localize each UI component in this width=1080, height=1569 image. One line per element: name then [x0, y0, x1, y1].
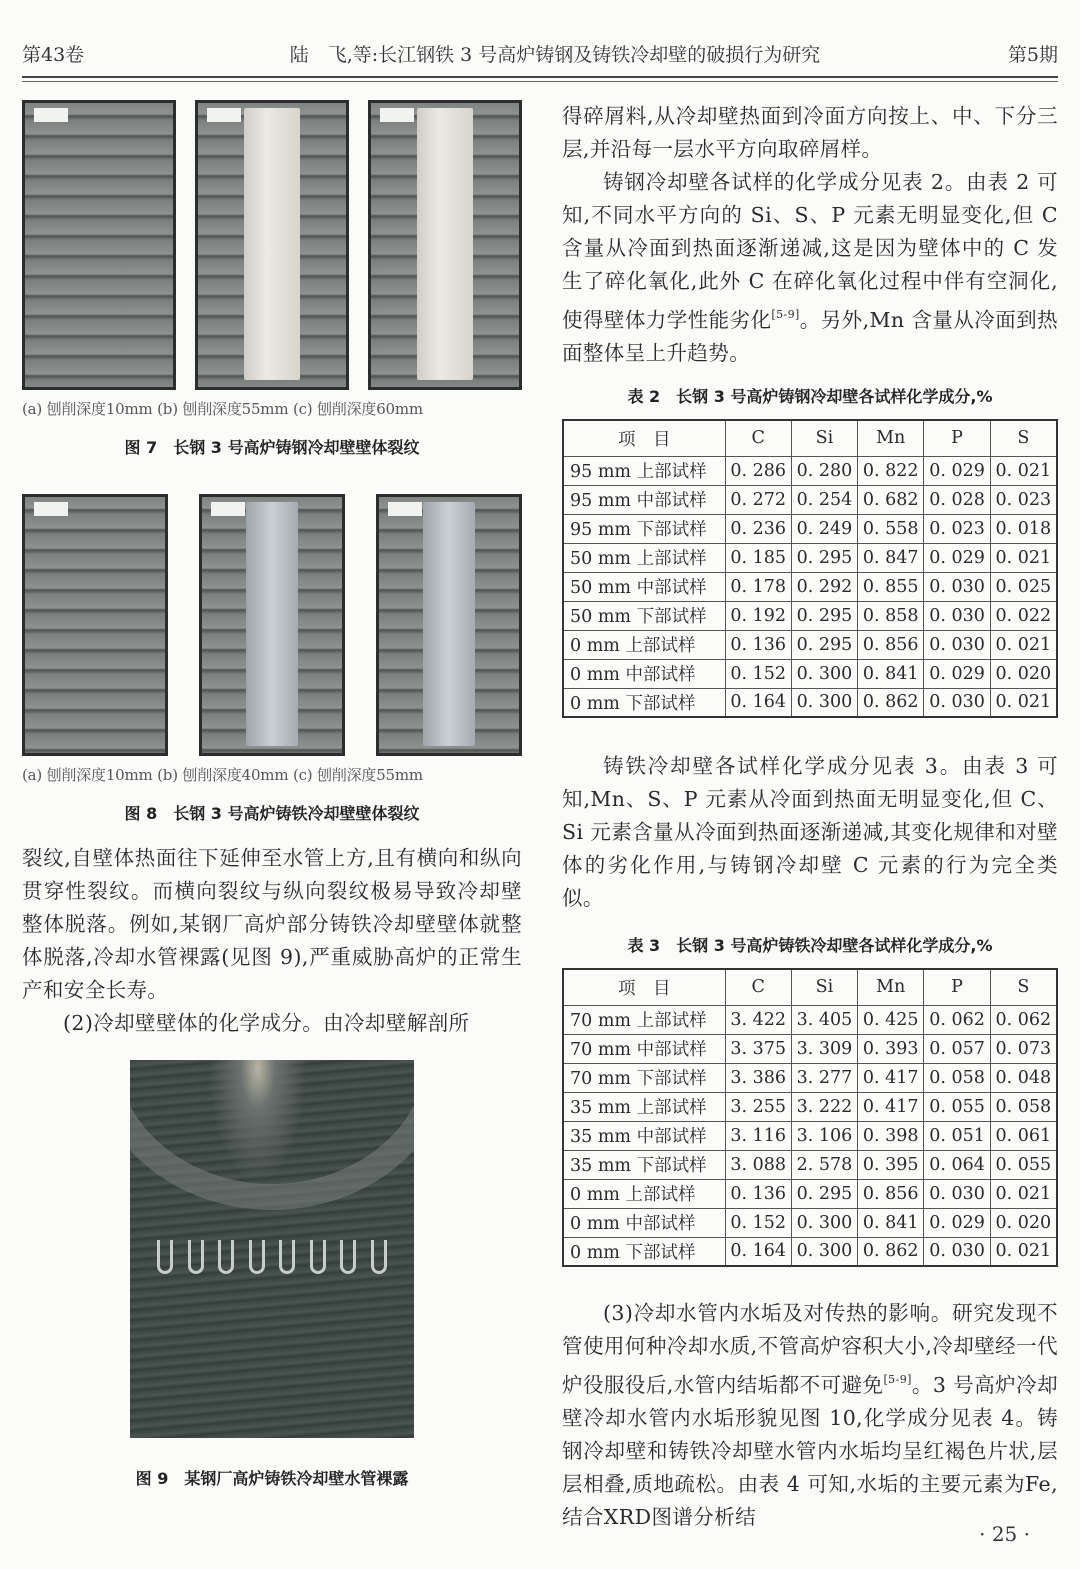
- running-head: [22, 40, 1058, 70]
- figure-7a-photo: [22, 100, 176, 390]
- table-2-caption: 表 2 长钢 3 号高炉铸钢冷却壁各试样化学成分,%: [627, 387, 993, 406]
- table-cell: 0. 030: [924, 601, 990, 630]
- table-cell: 0. 028: [924, 485, 990, 514]
- table-3-caption: 表 3 长钢 3 号高炉铸铁冷却壁各试样化学成分,%: [627, 936, 993, 955]
- table-cell: 0. 073: [990, 1034, 1057, 1063]
- table-cell: 0. 398: [858, 1121, 924, 1150]
- table-cell: 0. 164: [725, 1237, 791, 1266]
- planed-channel: [246, 502, 299, 746]
- table-cell: 0. 295: [791, 543, 857, 572]
- page-number: · 25 ·: [979, 1522, 1030, 1546]
- table-cell: 0. 030: [924, 688, 990, 717]
- sample-tag: [211, 502, 245, 516]
- row-label: 70 mm 下部试样: [563, 1063, 725, 1092]
- paragraph-crack-description: 裂纹,自壁体热面往下延伸至水管上方,且有横向和纵向贯穿性裂纹。而横向裂纹与纵向裂纹极易导致冷却壁整体脱落。例如,某钢厂高炉部分铸铁冷却壁壁体就整体脱落,冷却水管裸露(见图 9),严重威胁高炉的正常生产和安全长寿。: [22, 846, 522, 1002]
- header-rule-thin: [22, 81, 1058, 82]
- table-cell: 3. 277: [791, 1063, 857, 1092]
- table-cell: 0. 682: [858, 485, 924, 514]
- pipe: [310, 1240, 326, 1274]
- paragraph-table3-discussion: 铸铁冷却壁各试样化学成分见表 3。由表 3 可知,Mn、S、P 元素从冷面到热面无明显变化,但 C、Si 元素含量从冷面到热面逐渐递减,其变化规律和对壁体的劣化作用,与铸钢冷却壁 C 元素的行为完全类似。: [562, 754, 1058, 910]
- column-header: Mn: [858, 420, 924, 456]
- column-header: Si: [791, 969, 857, 1005]
- row-label: 35 mm 上部试样: [563, 1092, 725, 1121]
- table-cell: 0. 058: [924, 1063, 990, 1092]
- table-cell: 0. 055: [990, 1150, 1057, 1179]
- column-header: C: [725, 420, 791, 456]
- table-cell: 0. 393: [858, 1034, 924, 1063]
- paragraph-text: (3)冷却水管内水垢及对传热的影响。研究发现不管使用何种冷却水质,不管高炉容积大小,冷却壁经一代炉役服役后,水管内结垢都不可避免: [562, 1301, 1058, 1397]
- row-label: 70 mm 上部试样: [563, 1005, 725, 1034]
- table-cell: 0. 136: [725, 1179, 791, 1208]
- table-cell: 0. 029: [924, 543, 990, 572]
- figure-9-photo: [130, 1060, 414, 1438]
- planed-channel: [244, 108, 299, 380]
- sample-tag: [388, 502, 422, 516]
- sample-tag: [207, 108, 241, 122]
- table-cell: 0. 286: [725, 456, 791, 485]
- table-cell: 0. 021: [990, 543, 1057, 572]
- paragraph-text: 。3 号高炉冷却壁冷却水管内水垢形貌见图 10,化学成分见表 4。铸钢冷却壁和铸铁冷却壁水管内水垢均呈红褐色片状,层层相叠,质地疏松。由表 4 可知,水垢的主要元素为Fe,结合XRD图谱分析结: [562, 1373, 1059, 1529]
- row-label: 0 mm 上部试样: [563, 1179, 725, 1208]
- table-row: [563, 601, 1057, 630]
- row-label: 0 mm 上部试样: [563, 630, 725, 659]
- table-cell: 0. 021: [990, 688, 1057, 717]
- table-cell: 0. 856: [858, 1179, 924, 1208]
- pipe: [218, 1240, 234, 1274]
- table-cell: 0. 295: [791, 601, 857, 630]
- pipe: [279, 1240, 295, 1274]
- table-cell: 0. 236: [725, 514, 791, 543]
- table-row: [563, 572, 1057, 601]
- article-running-title: 陆 飞,等:长江钢铁 3 号高炉铸钢及铸铁冷却壁的破损行为研究: [289, 44, 821, 66]
- table-cell: 0. 855: [858, 572, 924, 601]
- row-label: 0 mm 中部试样: [563, 1208, 725, 1237]
- figure-8c-subcaption: (c) 刨削深度55mm: [292, 766, 423, 784]
- table-row: [563, 630, 1057, 659]
- column-header: Si: [791, 420, 857, 456]
- table-cell: 0. 272: [725, 485, 791, 514]
- figure-8c-photo: [376, 494, 522, 756]
- table-row: [563, 659, 1057, 688]
- table-3: [562, 968, 1058, 1267]
- table-cell: 0. 018: [990, 514, 1057, 543]
- table-cell: 0. 030: [924, 630, 990, 659]
- table-cell: 0. 292: [791, 572, 857, 601]
- table-row: [563, 1034, 1057, 1063]
- table-row: [563, 1005, 1057, 1034]
- table-row: [563, 1150, 1057, 1179]
- table-cell: 0. 417: [858, 1092, 924, 1121]
- table-cell: 3. 309: [791, 1034, 857, 1063]
- table-cell: 3. 405: [791, 1005, 857, 1034]
- table-cell: 0. 029: [924, 456, 990, 485]
- figure-7-photos: [22, 100, 522, 390]
- column-header: P: [924, 969, 990, 1005]
- table-cell: 3. 255: [725, 1092, 791, 1121]
- table-cell: 0. 020: [990, 659, 1057, 688]
- row-label: 50 mm 中部试样: [563, 572, 725, 601]
- figure-7c-photo: [368, 100, 522, 390]
- table-cell: 0. 025: [990, 572, 1057, 601]
- table-cell: 0. 023: [924, 514, 990, 543]
- left-column: [22, 100, 522, 1489]
- figure-7-caption: 图 7 长钢 3 号高炉铸钢冷却壁壁体裂纹: [124, 438, 420, 457]
- table-cell: 0. 558: [858, 514, 924, 543]
- figure-8: [22, 494, 522, 824]
- row-label: 70 mm 中部试样: [563, 1034, 725, 1063]
- sample-tag: [34, 502, 68, 516]
- table-cell: 0. 862: [858, 688, 924, 717]
- table-2: [562, 419, 1058, 718]
- sample-tag: [380, 108, 414, 122]
- table-cell: 0. 021: [990, 1237, 1057, 1266]
- row-label: 35 mm 下部试样: [563, 1150, 725, 1179]
- row-label: 35 mm 中部试样: [563, 1121, 725, 1150]
- column-header: P: [924, 420, 990, 456]
- table-cell: 0. 847: [858, 543, 924, 572]
- table-cell: 0. 048: [990, 1063, 1057, 1092]
- figure-8a-photo: [22, 494, 168, 756]
- table-cell: 0. 858: [858, 601, 924, 630]
- sample-tag: [34, 108, 68, 122]
- table-cell: 0. 051: [924, 1121, 990, 1150]
- table-row: [563, 688, 1057, 717]
- table-cell: 0. 185: [725, 543, 791, 572]
- figure-7: [22, 100, 522, 458]
- table-row: [563, 1121, 1057, 1150]
- table-cell: 3. 106: [791, 1121, 857, 1150]
- planed-channel: [423, 502, 476, 746]
- figure-8b-subcaption: (b) 刨削深度40mm: [157, 766, 289, 784]
- table-cell: 0. 055: [924, 1092, 990, 1121]
- figure-7a-subcaption: (a) 刨削深度10mm: [22, 400, 153, 418]
- table-cell: 0. 021: [990, 456, 1057, 485]
- table-cell: 0. 425: [858, 1005, 924, 1034]
- pipe: [340, 1240, 356, 1274]
- paragraph-water-scale: [562, 1297, 1058, 1534]
- figure-7b-photo: [195, 100, 349, 390]
- table-cell: 0. 280: [791, 456, 857, 485]
- exposed-water-pipes: [150, 1220, 394, 1280]
- row-label: 95 mm 中部试样: [563, 485, 725, 514]
- table-cell: 3. 116: [725, 1121, 791, 1150]
- table-cell: 0. 021: [990, 1179, 1057, 1208]
- column-header: C: [725, 969, 791, 1005]
- figure-8b-photo: [199, 494, 345, 756]
- row-label: 0 mm 下部试样: [563, 1237, 725, 1266]
- table-cell: 0. 249: [791, 514, 857, 543]
- pipe: [157, 1240, 173, 1274]
- citation: [5-9]: [771, 308, 800, 321]
- row-label: 95 mm 上部试样: [563, 456, 725, 485]
- table-row: [563, 1237, 1057, 1266]
- figure-7b-subcaption: (b) 刨削深度55mm: [157, 400, 289, 418]
- volume-label: 第43卷: [22, 44, 85, 66]
- figure-8-photos: [22, 494, 522, 756]
- table-cell: 0. 300: [791, 688, 857, 717]
- table-cell: 2. 578: [791, 1150, 857, 1179]
- column-header: 项 目: [563, 969, 725, 1005]
- table-cell: 3. 375: [725, 1034, 791, 1063]
- photo-frame: [22, 100, 176, 390]
- table-cell: 0. 300: [791, 1208, 857, 1237]
- planed-channel: [417, 108, 472, 380]
- table-row: [563, 485, 1057, 514]
- pipe: [188, 1240, 204, 1274]
- figure-7c-subcaption: (c) 刨削深度60mm: [292, 400, 423, 418]
- photo-frame: [22, 494, 168, 756]
- table-cell: 0. 030: [924, 572, 990, 601]
- table-row: [563, 1092, 1057, 1121]
- table-row: [563, 1063, 1057, 1092]
- row-label: 50 mm 下部试样: [563, 601, 725, 630]
- paragraph-text: 。另外,Mn 含量从冷面到热面整体呈上升趋势。: [562, 308, 1059, 365]
- table-cell: 0. 058: [990, 1092, 1057, 1121]
- paragraph-table2-discussion: [562, 166, 1058, 370]
- table-cell: 0. 295: [791, 1179, 857, 1208]
- table-cell: 0. 862: [858, 1237, 924, 1266]
- table-cell: 0. 164: [725, 688, 791, 717]
- table-cell: 0. 178: [725, 572, 791, 601]
- table-row: [563, 456, 1057, 485]
- table-cell: 0. 152: [725, 659, 791, 688]
- table-cell: 0. 822: [858, 456, 924, 485]
- table-cell: 0. 300: [791, 1237, 857, 1266]
- table-cell: 0. 395: [858, 1150, 924, 1179]
- table-cell: 0. 300: [791, 659, 857, 688]
- table-row: [563, 1179, 1057, 1208]
- pipe: [371, 1240, 387, 1274]
- table-cell: 0. 841: [858, 1208, 924, 1237]
- header-rule: [22, 76, 1058, 78]
- table-cell: 0. 295: [791, 630, 857, 659]
- table-cell: 0. 021: [990, 630, 1057, 659]
- figure-9-caption: 图 9 某钢厂高炉铸铁冷却壁水管裸露: [135, 1469, 409, 1488]
- table-cell: 0. 136: [725, 630, 791, 659]
- figure-8a-subcaption: (a) 刨削深度10mm: [22, 766, 153, 784]
- row-label: 0 mm 下部试样: [563, 688, 725, 717]
- table-header-row: [563, 969, 1057, 1005]
- table-cell: 0. 020: [990, 1208, 1057, 1237]
- table-cell: 0. 061: [990, 1121, 1057, 1150]
- table-cell: 0. 062: [924, 1005, 990, 1034]
- table-cell: 0. 029: [924, 1208, 990, 1237]
- figure-8-caption: 图 8 长钢 3 号高炉铸铁冷却壁壁体裂纹: [124, 804, 420, 823]
- table-cell: 0. 030: [924, 1179, 990, 1208]
- furnace-arc: [130, 1060, 414, 1210]
- table-header-row: [563, 420, 1057, 456]
- table-cell: 3. 422: [725, 1005, 791, 1034]
- row-label: 0 mm 中部试样: [563, 659, 725, 688]
- table-cell: 0. 023: [990, 485, 1057, 514]
- table-cell: 0. 064: [924, 1150, 990, 1179]
- table-cell: 0. 192: [725, 601, 791, 630]
- figure-8-subcaptions: [22, 764, 522, 785]
- table-cell: 0. 030: [924, 1237, 990, 1266]
- table-cell: 3. 386: [725, 1063, 791, 1092]
- table-cell: 3. 222: [791, 1092, 857, 1121]
- paragraph-text: 铸钢冷却壁各试样的化学成分见表 2。由表 2 可知,不同水平方向的 Si、S、P 元素无明显变化,但 C 含量从冷面到热面逐渐递减,这是因为壁体中的 C 发生了碎化氧化,此外 C 在碎化氧化过程中伴有空洞化,使得壁体力学性能劣化: [562, 170, 1058, 332]
- pipe: [249, 1240, 265, 1274]
- paragraph-sampling: 得碎屑料,从冷却壁热面到冷面方向按上、中、下分三层,并沿每一层水平方向取碎屑样。: [562, 104, 1058, 161]
- table-cell: 0. 417: [858, 1063, 924, 1092]
- figure-7-subcaptions: [22, 398, 522, 419]
- column-header: 项 目: [563, 420, 725, 456]
- table-cell: 3. 088: [725, 1150, 791, 1179]
- table-cell: 0. 062: [990, 1005, 1057, 1034]
- citation: [5-9]: [883, 1373, 912, 1386]
- table-cell: 0. 856: [858, 630, 924, 659]
- table-cell: 0. 022: [990, 601, 1057, 630]
- table-row: [563, 1208, 1057, 1237]
- table-cell: 0. 841: [858, 659, 924, 688]
- table-row: [563, 543, 1057, 572]
- column-header: Mn: [858, 969, 924, 1005]
- row-label: 95 mm 下部试样: [563, 514, 725, 543]
- column-header: S: [990, 420, 1057, 456]
- table-cell: 0. 029: [924, 659, 990, 688]
- table-row: [563, 514, 1057, 543]
- issue-label: 第5期: [1007, 44, 1058, 66]
- right-column: [562, 100, 1058, 1534]
- row-label: 50 mm 上部试样: [563, 543, 725, 572]
- table-cell: 0. 152: [725, 1208, 791, 1237]
- paragraph-chemical-composition-intro: (2)冷却壁壁体的化学成分。由冷却壁解剖所: [63, 1011, 470, 1035]
- table-cell: 0. 254: [791, 485, 857, 514]
- column-header: S: [990, 969, 1057, 1005]
- table-cell: 0. 057: [924, 1034, 990, 1063]
